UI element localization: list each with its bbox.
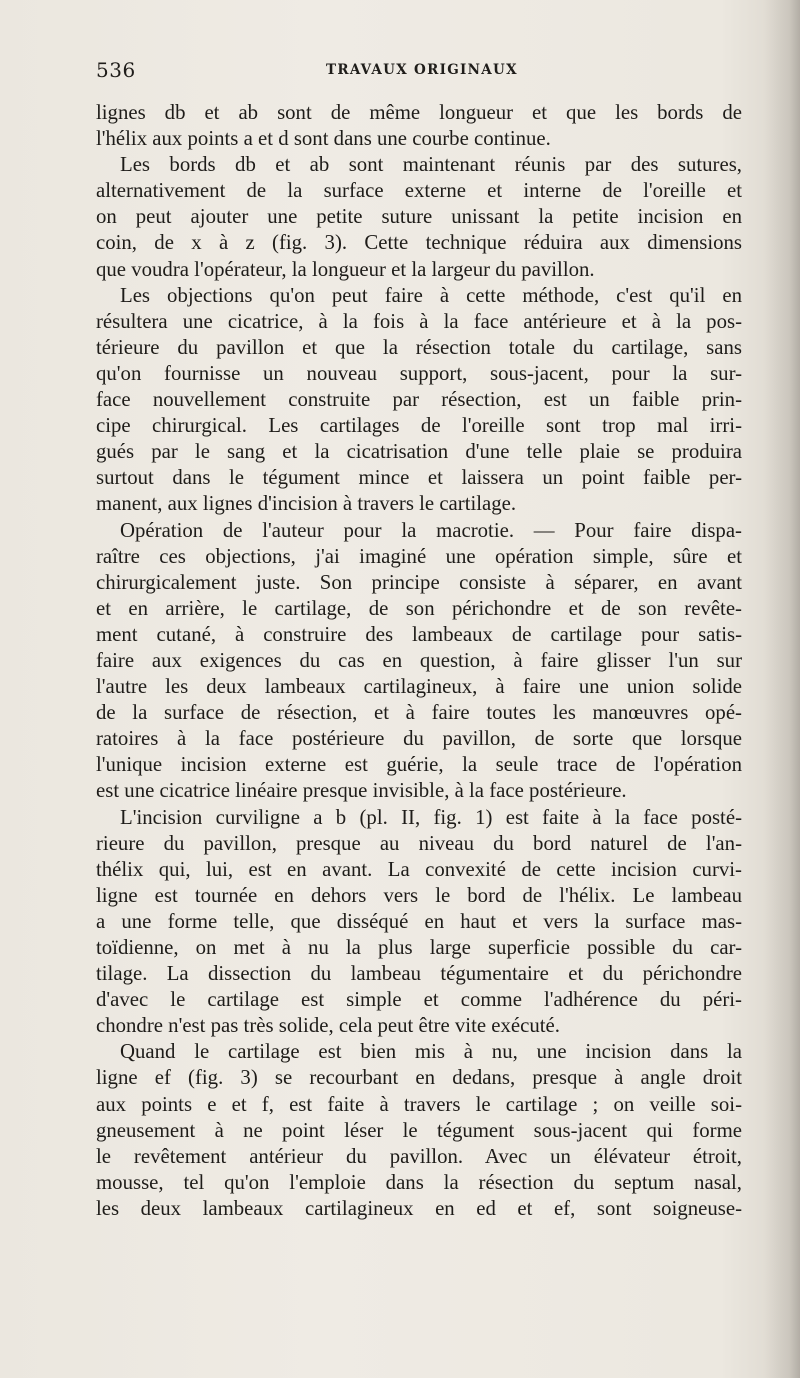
text-line: rieure du pavillon, presque au niveau du bord naturel de l'an- xyxy=(96,831,742,855)
text-line: mousse, tel qu'on l'emploie dans la résection du septum nasal, xyxy=(96,1170,742,1194)
text-line: ligne est tournée en dehors vers le bord de l'hélix. Le lambeau xyxy=(96,883,742,907)
text-line: l'unique incision externe est guérie, la seule trace de l'opération xyxy=(96,753,742,777)
page-header xyxy=(96,58,742,88)
text-line: L'incision curviligne a b (pl. II, fig. 1) est faite à la face posté- xyxy=(120,805,742,829)
text-line: chondre n'est pas très solide, cela peut être vite exécuté. xyxy=(96,1014,560,1038)
text-line: d'avec le cartilage est simple et comme l'adhérence du péri- xyxy=(96,988,742,1012)
text-line: ment cutané, à construire des lambeaux de cartilage pour satis- xyxy=(96,622,742,646)
page-number: 536 xyxy=(96,58,136,82)
text-line: et en arrière, le cartilage, de son périchondre et de son revête- xyxy=(96,596,742,620)
text-line: ligne ef (fig. 3) se recourbant en dedans, presque à angle droit xyxy=(96,1066,742,1090)
text-line: l'autre les deux lambeaux cartilagineux, à faire une union solide xyxy=(96,675,742,699)
text-line: de la surface de résection, et à faire toutes les manœuvres opé- xyxy=(96,701,742,725)
text-line: Quand le cartilage est bien mis à nu, une incision dans la xyxy=(120,1040,742,1064)
text-line: gués par le sang et la cicatrisation d'une telle plaie se produira xyxy=(96,440,742,464)
text-line: l'hélix aux points a et d sont dans une courbe continue. xyxy=(96,127,551,151)
text-line: faire aux exigences du cas en question, à faire glisser l'un sur xyxy=(96,648,742,672)
text-line: est une cicatrice linéaire presque invisible, à la face postérieure. xyxy=(96,779,627,803)
text-line: ratoires à la face postérieure du pavillon, de sorte que lorsque xyxy=(96,727,742,751)
text-line: résultera une cicatrice, à la fois à la face antérieure et à la pos- xyxy=(96,309,742,333)
body-text xyxy=(96,100,742,1222)
text-line: Opération de l'auteur pour la macrotie. — Pour faire dispa- xyxy=(120,518,742,542)
page-edge-shadow xyxy=(764,0,800,1378)
text-line: aux points e et f, est faite à travers le cartilage ; on veille soi- xyxy=(96,1092,742,1116)
text-line: raître ces objections, j'ai imaginé une opération simple, sûre et xyxy=(96,544,742,568)
text-line: le revêtement antérieur du pavillon. Avec un élévateur étroit, xyxy=(96,1144,742,1168)
text-line: lignes db et ab sont de même longueur et que les bords de xyxy=(96,101,742,124)
text-line: a une forme telle, que disséqué en haut et vers la surface mas- xyxy=(96,909,742,933)
text-line: térieure du pavillon et que la résection totale du cartilage, sans xyxy=(96,335,742,359)
text-line: chirurgicalement juste. Son principe consiste à séparer, en avant xyxy=(96,570,742,594)
text-line: cipe chirurgical. Les cartilages de l'oreille sont trop mal irri- xyxy=(96,414,742,438)
text-line: Les bords db et ab sont maintenant réunis par des sutures, xyxy=(120,153,742,177)
text-line: Les objections qu'on peut faire à cette méthode, c'est qu'il en xyxy=(120,283,742,307)
text-line: manent, aux lignes d'incision à travers le cartilage. xyxy=(96,492,517,516)
text-line: les deux lambeaux cartilagineux en ed et ef, sont soigneuse- xyxy=(96,1196,742,1220)
text-line: que voudra l'opérateur, la longueur et la largeur du pavillon. xyxy=(96,257,595,281)
running-head: TRAVAUX ORIGINAUX xyxy=(326,62,518,78)
text-line: thélix qui, lui, est en avant. La convexité de cette incision curvi- xyxy=(96,857,742,881)
text-line: tilage. La dissection du lambeau tégumentaire et du périchondre xyxy=(96,962,742,986)
text-line: alternativement de la surface externe et interne de l'oreille et xyxy=(96,179,742,203)
text-line: coin, de x à z (fig. 3). Cette technique réduira aux dimensions xyxy=(96,231,742,255)
text-line: on peut ajouter une petite suture unissant la petite incision en xyxy=(96,205,742,229)
text-line: qu'on fournisse un nouveau support, sous-jacent, pour la sur- xyxy=(96,361,742,385)
text-line: gneusement à ne point léser le tégument sous-jacent qui forme xyxy=(96,1118,742,1142)
text-line: surtout dans le tégument mince et laissera un point faible per- xyxy=(96,466,742,490)
text-line: face nouvellement construite par résection, est un faible prin- xyxy=(96,388,742,412)
text-line: toïdienne, on met à nu la plus large superficie possible du car- xyxy=(96,936,742,959)
